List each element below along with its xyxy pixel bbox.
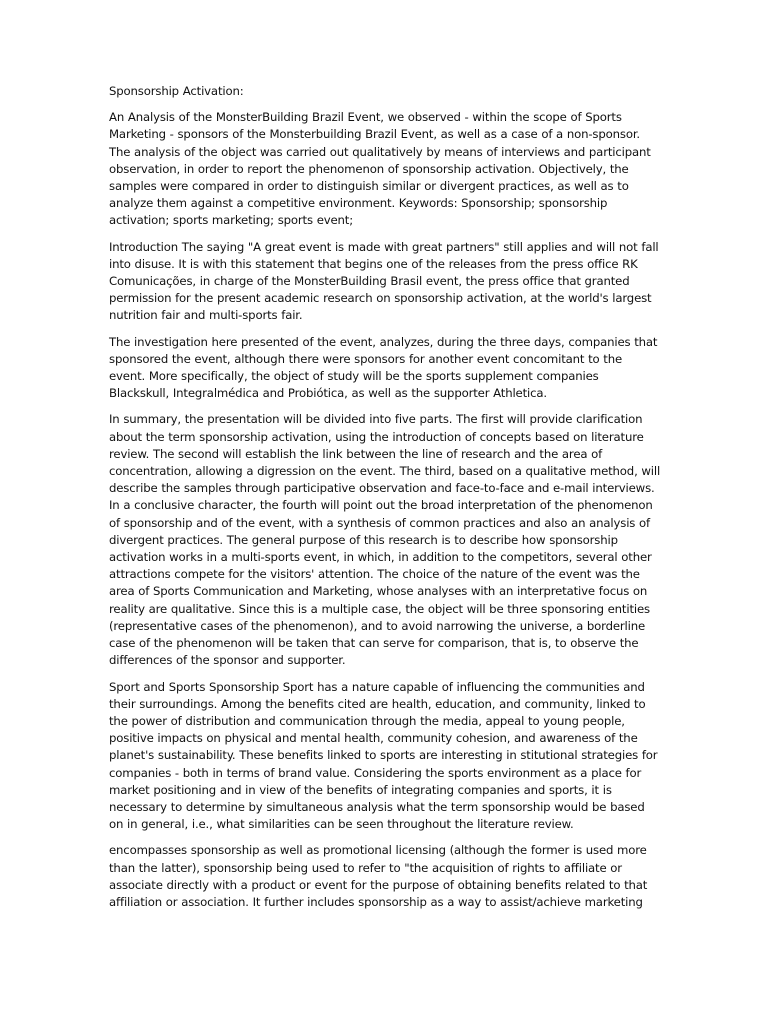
- paragraph-sport-sponsorship: Sport and Sports Sponsorship Sport has a nature capable of influencing the communities and their surroundings. Among the benefits cited are health, education, and community, linked to the power of distribution and communication through the media, appeal to young people, positive impacts on physical and mental health, community cohesion, and awareness of the planet's sustainability. These benefits linked to sports are interesting in stitutional strategies for companies - both in terms of brand value. Considering the sports environment as a place for market positioning and in view of the benefits of integrating companies and sports, it is necessary to determine by simultaneous analysis what the term sponsorship would be based on in general, i.e., what similarities can be seen throughout the literature review.: [109, 679, 658, 832]
- document-body: [109, 83, 661, 920]
- paragraph-introduction: Introduction The saying "A great event is made with great partners" still applies and will not fall into disuse. It is with this statement that begins one of the releases from the press office RK Comunicações, in charge of the MonsterBuilding Brasil event, the press office that granted permission for the present academic research on sponsorship activation, at the world's largest nutrition fair and multi-sports fair.: [109, 239, 659, 323]
- paragraph-encompasses: encompasses sponsorship as well as promotional licensing (although the former is used more than the latter), sponsorship being used to refer to "the acquisition of rights to affiliate or associate directly with a product or event for the purpose of obtaining benefits related to that affiliation or association. It further includes sponsorship as a way to assist/achieve marketing: [109, 843, 648, 909]
- paragraph-investigation: The investigation here presented of the event, analyzes, during the three days, companies that sponsored the event, although there were sponsors for another event concomitant to the event. More specifically, the object of study will be the sports supplement companies Blackskull, Integralmédica and Probiótica, as well as the supporter Athletica.: [109, 334, 658, 401]
- paragraph-summary: In summary, the presentation will be divided into five parts. The first will provide clarification about the term sponsorship activation, using the introduction of concepts based on literature review. The second will establish the link between the line of research and the area of concentration, allowing a digression on the event. The third, based on a qualitative method, will describe the samples through participative observation and face-to-face and e-mail interviews. In a conclusive character, the fourth will point out the broad interpretation of the phenomenon of sponsorship and of the event, with a synthesis of common practices and also an analysis of divergent practices. The general purpose of this research is to describe how sponsorship activation works in a multi-sports event, in which, in addition to the competitors, several other attractions compete for the visitors' attention. The choice of the nature of the event was the area of Sports Communication and Marketing, whose analyses with an interpretative focus on reality are qualitative. Since this is a multiple case, the object will be three sponsoring entities (representative cases of the phenomenon), and to avoid narrowing the universe, a borderline case of the phenomenon will be taken that can serve for comparison, that is, to observe the differences of the sponsor and supporter.: [109, 412, 661, 668]
- paragraph-abstract: An Analysis of the MonsterBuilding Brazil Event, we observed - within the scope of Sports Marketing - sponsors of the Monsterbuilding Brazil Event, as well as a case of a non-sponsor. The analysis of the object was carried out qualitatively by means of interviews and participant observation, in order to report the phenomenon of sponsorship activation. Objectively, the samples were compared in order to distinguish similar or divergent practices, as well as to analyze them against a competitive environment. Keywords: Sponsorship; sponsorship activation; sports marketing; sports event;: [109, 110, 651, 228]
- document-heading: Sponsorship Activation:: [109, 84, 244, 98]
